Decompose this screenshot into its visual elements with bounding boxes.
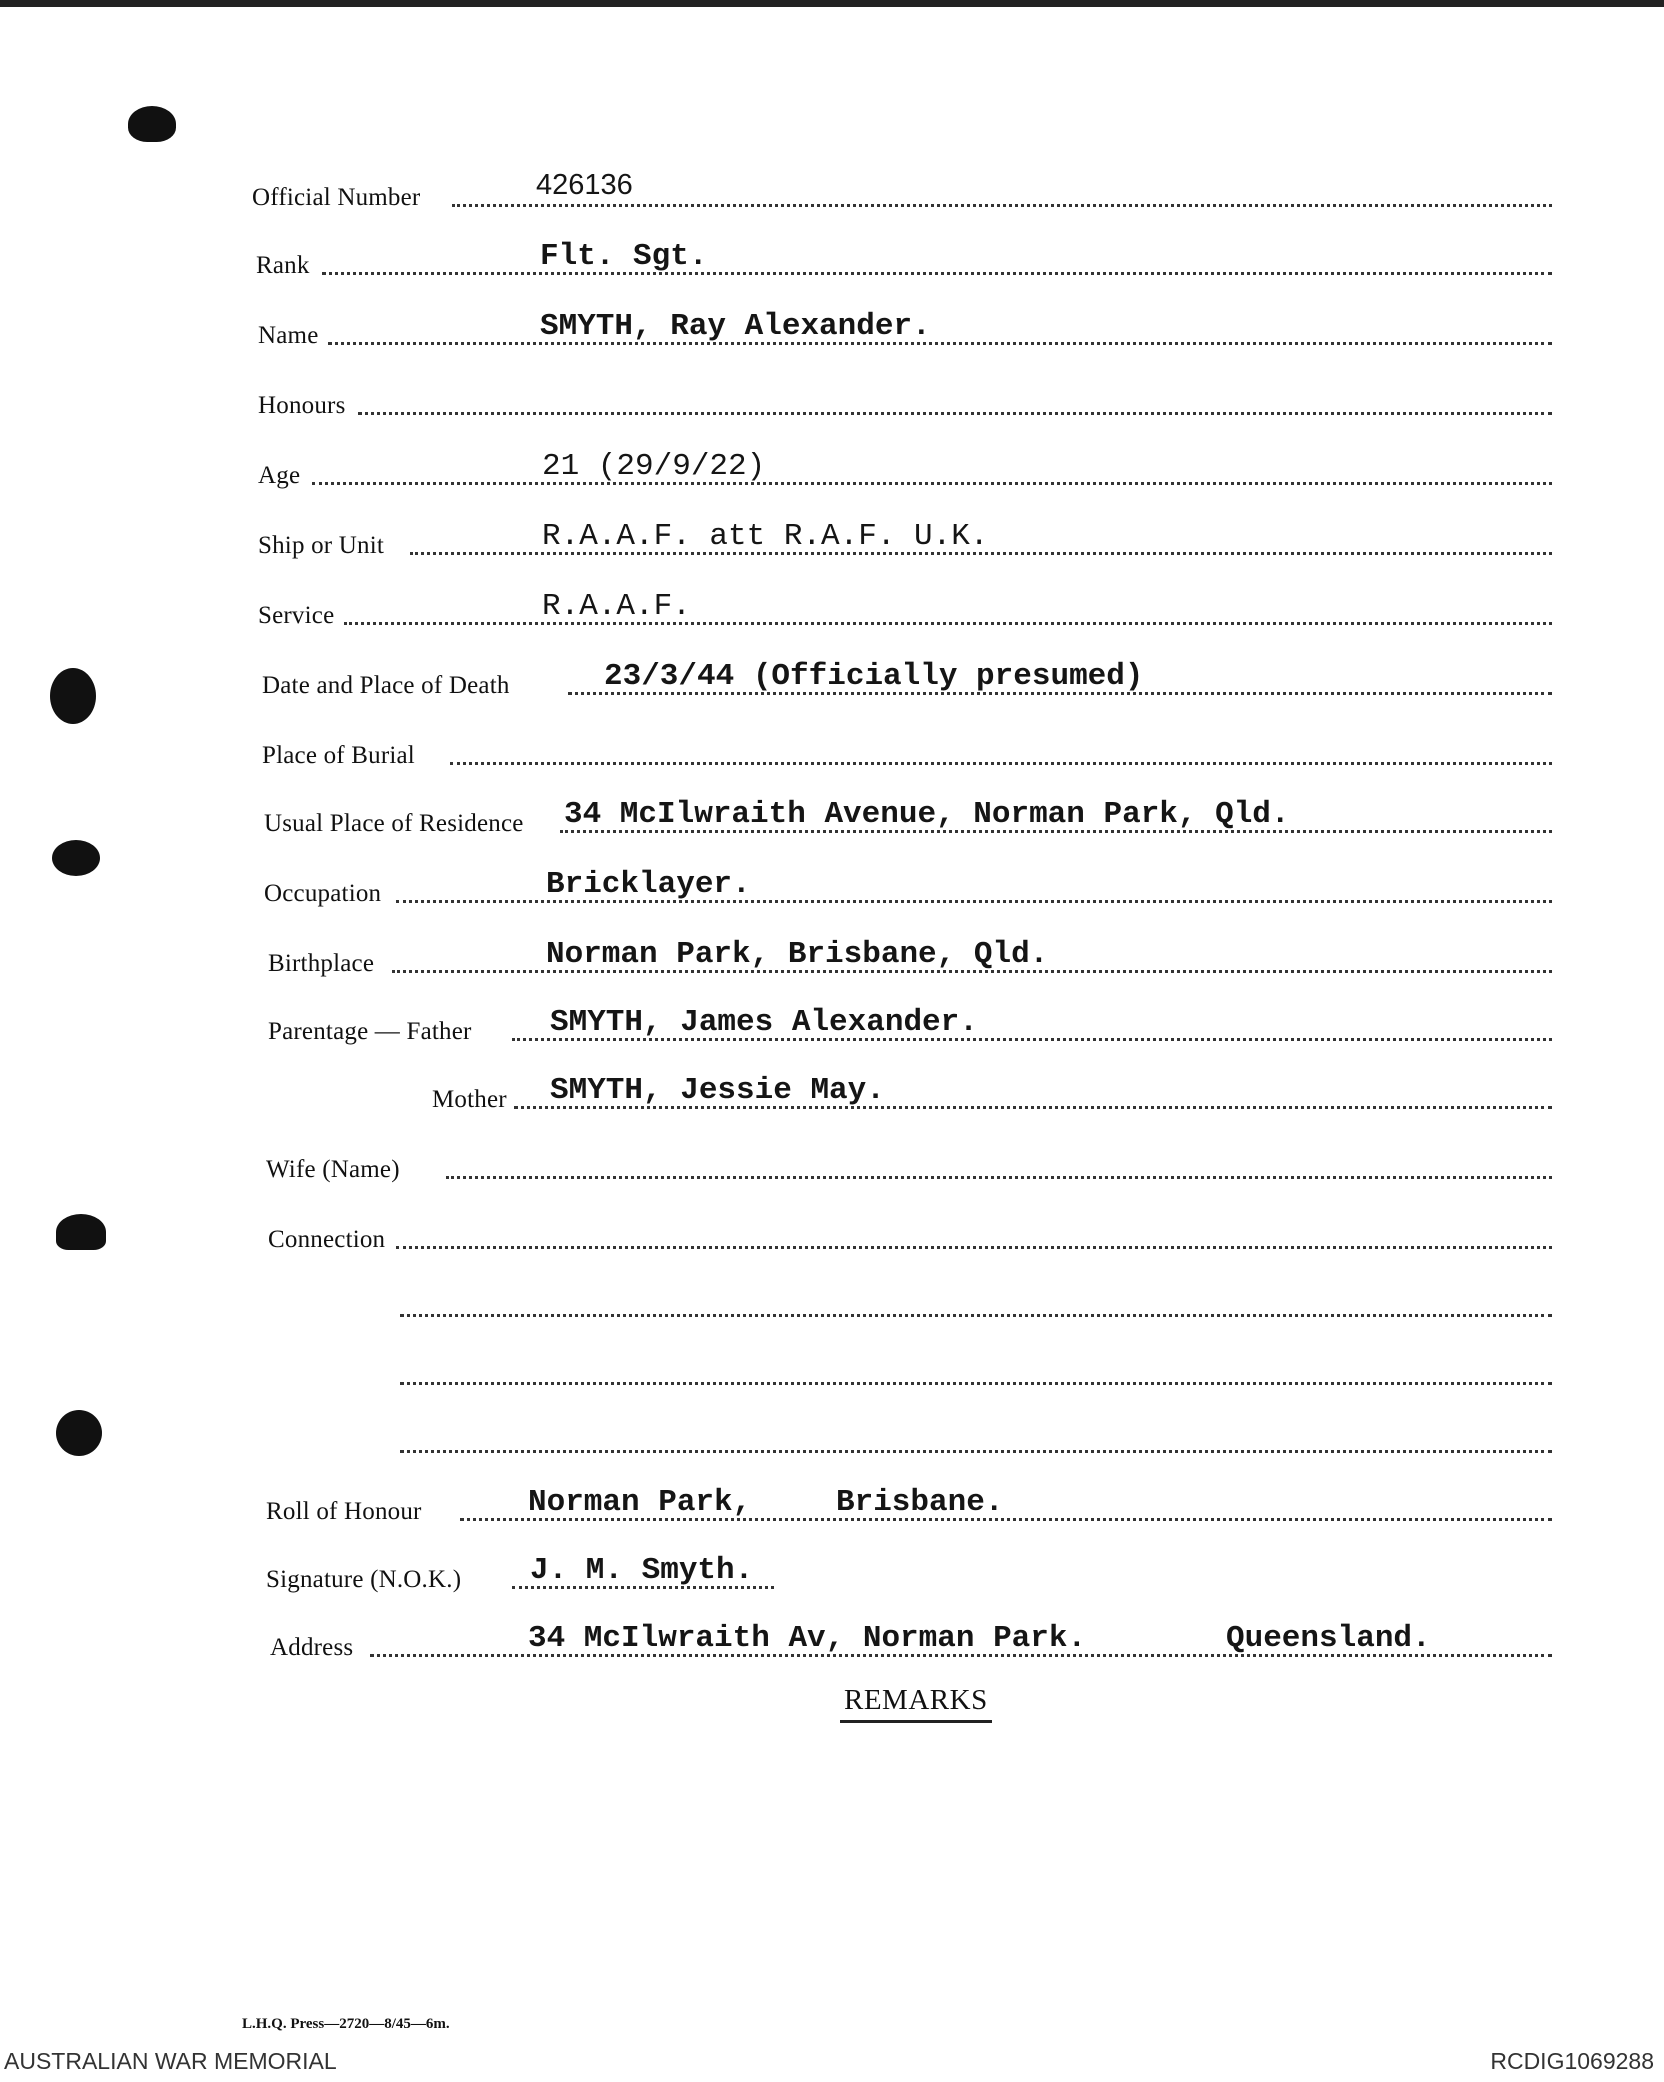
punch-hole: [128, 106, 176, 142]
rank-value: Flt. Sgt.: [540, 239, 708, 274]
punch-hole: [56, 1214, 106, 1250]
dotted-line: [322, 272, 1552, 275]
punch-hole: [56, 1410, 102, 1456]
burial-label: Place of Burial: [262, 742, 415, 769]
address-label: Address: [270, 1634, 354, 1661]
dotted-line: [344, 622, 1552, 625]
dotted-line: [328, 342, 1552, 345]
dotted-line: [450, 762, 1552, 765]
honours-label: Honours: [258, 392, 346, 419]
service-value: R.A.A.F.: [542, 589, 691, 624]
address-value: 34 McIlwraith Av, Norman Park.: [528, 1621, 1087, 1656]
dotted-line: [400, 1382, 1552, 1385]
name-value: SMYTH, Ray Alexander.: [540, 309, 931, 344]
dotted-line: [358, 412, 1552, 415]
death-label: Date and Place of Death: [262, 672, 510, 699]
death-value: 23/3/44 (Officially presumed): [604, 659, 1144, 694]
punch-hole: [50, 668, 96, 724]
dotted-line: [396, 1246, 1552, 1249]
remarks-underline: [840, 1720, 992, 1723]
roll-value-2: Brisbane.: [836, 1485, 1004, 1520]
signature-value: J. M. Smyth.: [530, 1553, 754, 1588]
residence-label: Usual Place of Residence: [264, 810, 524, 837]
dotted-line: [312, 482, 1552, 485]
birthplace-value: Norman Park, Brisbane, Qld.: [546, 937, 1049, 972]
dotted-line: [446, 1176, 1552, 1179]
remarks-heading: REMARKS: [844, 1684, 988, 1716]
occupation-value: Bricklayer.: [546, 867, 751, 902]
rank-label: Rank: [256, 252, 310, 279]
mother-value: SMYTH, Jessie May.: [550, 1073, 885, 1108]
official-number-value: 426136: [536, 169, 633, 201]
signature-label: Signature (N.O.K.): [266, 1566, 462, 1593]
ship-value: R.A.A.F. att R.A.F. U.K.: [542, 519, 989, 554]
connection-label: Connection: [268, 1226, 386, 1253]
mother-label: Mother: [432, 1086, 507, 1113]
roll-label: Roll of Honour: [266, 1498, 422, 1525]
age-label: Age: [258, 462, 301, 489]
footer-archive-name: AUSTRALIAN WAR MEMORIAL: [4, 2048, 337, 2074]
footer-record-id: RCDIG1069288: [1490, 2048, 1654, 2074]
dotted-line: [452, 204, 1552, 207]
address-value-2: Queensland.: [1226, 1621, 1431, 1656]
residence-value: 34 McIlwraith Avenue, Norman Park, Qld.: [564, 797, 1290, 832]
scan-top-edge: [0, 0, 1664, 7]
age-value: 21 (29/9/22): [542, 449, 766, 484]
press-mark: L.H.Q. Press—2720—8/45—6m.: [242, 2016, 450, 2032]
father-value: SMYTH, James Alexander.: [550, 1005, 978, 1040]
official-number-label: Official Number: [252, 184, 421, 211]
dotted-line: [400, 1450, 1552, 1453]
wife-label: Wife (Name): [266, 1156, 400, 1183]
service-label: Service: [258, 602, 335, 629]
name-label: Name: [258, 322, 319, 349]
roll-value: Norman Park,: [528, 1485, 752, 1520]
ship-label: Ship or Unit: [258, 532, 385, 559]
parentage-label: Parentage — Father: [268, 1018, 472, 1045]
birthplace-label: Birthplace: [268, 950, 375, 977]
dotted-line: [400, 1314, 1552, 1317]
punch-hole: [52, 840, 100, 876]
occupation-label: Occupation: [264, 880, 382, 907]
